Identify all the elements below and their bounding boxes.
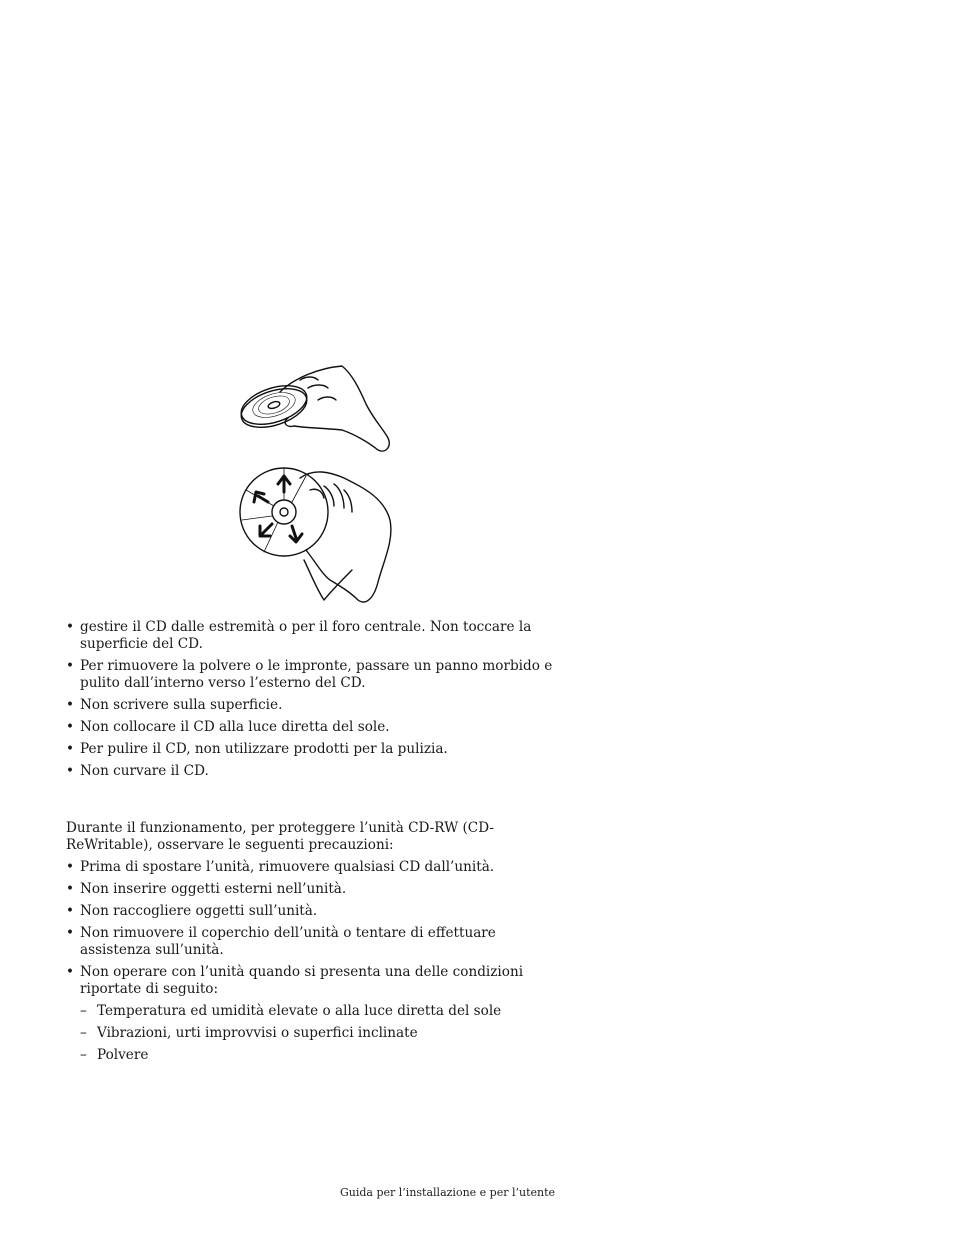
bullet-marker: • <box>66 881 75 897</box>
bullet-marker: • <box>66 859 75 875</box>
list-item: • Non curvare il CD. <box>66 763 209 779</box>
bullet-marker: • <box>66 903 75 919</box>
list-item: • Non collocare il CD alla luce diretta del sole. <box>66 719 390 735</box>
list-item: • Per pulire il CD, non utilizzare prodotti per la pulizia. <box>66 741 448 757</box>
conditions-sublist <box>80 1003 566 1064</box>
bullet-marker: • <box>66 697 75 713</box>
list-item: • Non rimuovere il coperchio dell’unità o tentare di effettuare assistenza sull’unità. <box>66 925 496 958</box>
drive-care-intro: Durante il funzionamento, per proteggere l’unità CD-RW (CD-ReWritable), osservare le seguenti precauzioni: <box>66 820 494 853</box>
list-item: • Per rimuovere la polvere o le impronte, passare un panno morbido e pulito dall’interno verso l’esterno del CD. <box>66 658 553 691</box>
dash-marker: – <box>80 1047 87 1063</box>
sub-list-item: – Vibrazioni, urti improvvisi o superfici inclinate <box>80 1025 418 1041</box>
cd-handling-list <box>66 619 566 780</box>
cloth-wiping-cd-drawing <box>240 468 391 602</box>
drive-care-list <box>66 859 566 1064</box>
hand-holding-cd-drawing <box>236 366 389 451</box>
sub-list-item: – Temperatura ed umidità elevate o alla luce diretta del sole <box>80 1003 502 1019</box>
cd-handling-illustration <box>234 360 399 610</box>
page-footer: Guida per l’installazione e per l’utente <box>340 1186 556 1199</box>
cd-handling-section <box>66 619 566 785</box>
bullet-marker: • <box>66 763 75 779</box>
bullet-marker: • <box>66 619 75 635</box>
bullet-marker: • <box>66 741 75 757</box>
list-item: • Non inserire oggetti esterni nell’unità. <box>66 881 347 897</box>
dash-marker: – <box>80 1025 87 1041</box>
sub-list-item: – Polvere <box>80 1047 149 1063</box>
list-item: • Non raccogliere oggetti sull’unità. <box>66 903 318 919</box>
list-item: • Non operare con l’unità quando si presenta una delle condizioni riportate di seguito: – Temperatura ed umidità elevate o alla luce diretta del sole – Vibrazioni, urti improvvisi o superfici inclinate – Polvere <box>66 964 566 1064</box>
bullet-marker: • <box>66 719 75 735</box>
list-item: • gestire il CD dalle estremità o per il foro centrale. Non toccare la superficie del CD. <box>66 619 532 652</box>
list-item: • Non scrivere sulla superficie. <box>66 697 283 713</box>
bullet-marker: • <box>66 658 75 674</box>
dash-marker: – <box>80 1003 87 1019</box>
bullet-marker: • <box>66 925 75 941</box>
list-item: • Prima di spostare l’unità, rimuovere qualsiasi CD dall’unità. <box>66 859 495 875</box>
drive-care-section <box>66 820 566 1069</box>
bullet-marker: • <box>66 964 75 980</box>
